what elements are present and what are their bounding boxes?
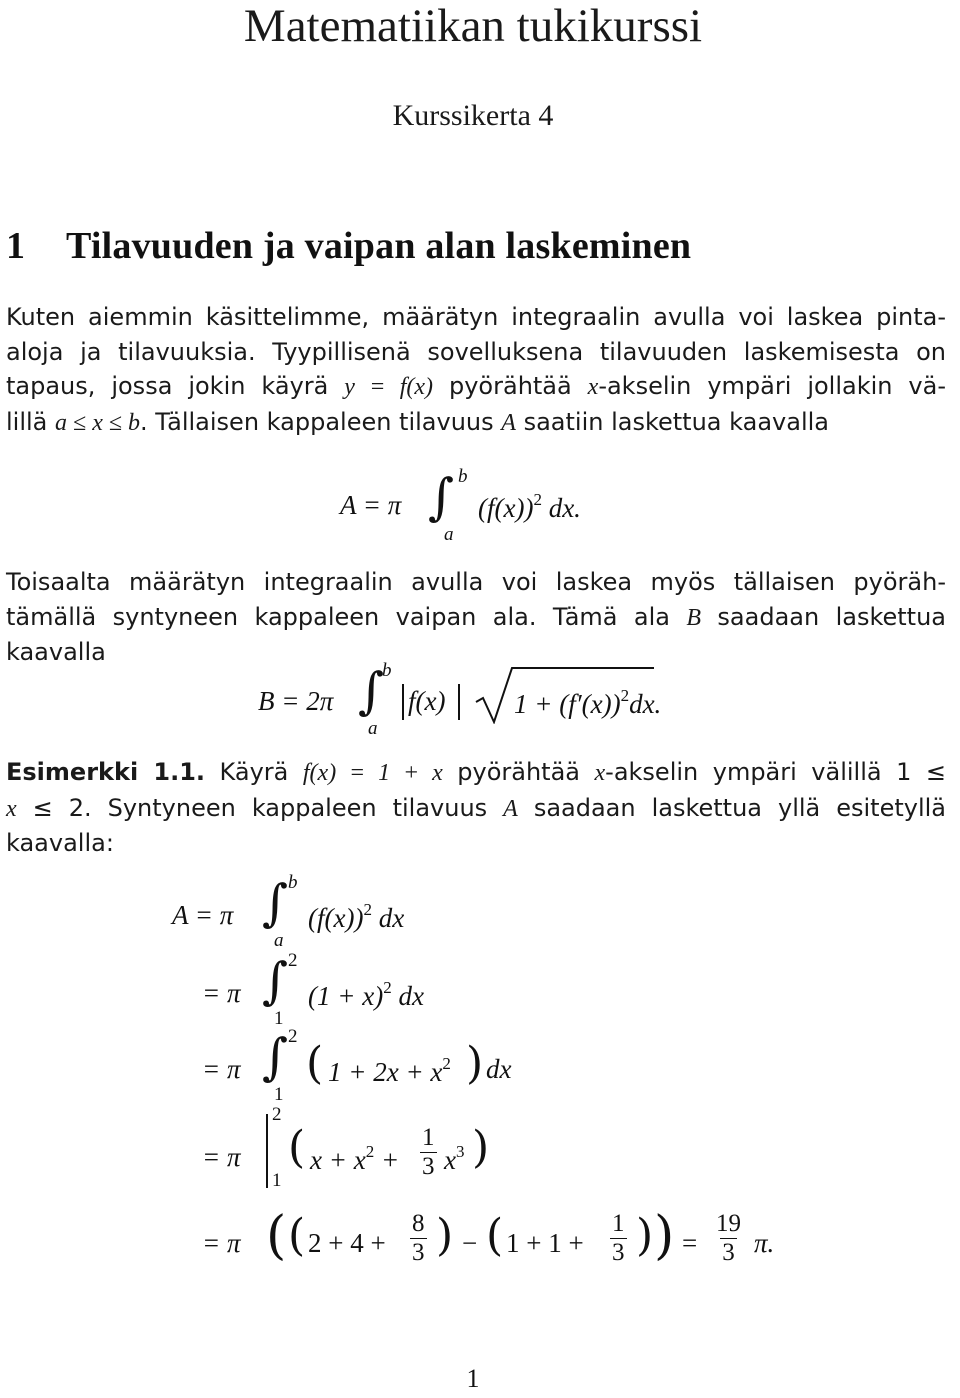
intro-text: -akselin ympäri jollakin vä- xyxy=(598,372,946,400)
row-body xyxy=(310,1142,399,1176)
row-body xyxy=(328,1054,451,1088)
numerator: 1 xyxy=(422,1124,435,1151)
formula-lhs: B = 2π xyxy=(258,686,334,716)
intro-paragraph xyxy=(6,300,946,440)
abs-bar-right xyxy=(458,684,460,720)
lower-limit: a xyxy=(368,718,378,739)
upper-limit: 2 xyxy=(288,1026,298,1047)
inline-math-x: x xyxy=(587,374,599,400)
pi-tail: π. xyxy=(754,1228,775,1258)
exponent: 2 xyxy=(383,978,392,997)
integrand-body: (f(x)) xyxy=(478,493,534,523)
lower-limit: a xyxy=(444,524,454,545)
example-line-1 xyxy=(6,755,946,791)
inline-math-interval: a ≤ x ≤ b xyxy=(55,409,141,436)
exponent: 2 xyxy=(363,900,372,919)
integrand: 1 + 2x + x xyxy=(328,1057,443,1087)
left-paren: ( xyxy=(486,1210,504,1261)
exponent: 2 xyxy=(533,490,542,509)
derivation-row-2 xyxy=(172,950,572,1030)
lower-limit: 1 xyxy=(274,1008,284,1029)
differential: dx xyxy=(391,981,424,1011)
left-paren: ( xyxy=(288,1210,306,1261)
surface-paragraph xyxy=(6,565,946,670)
exponent: 2 xyxy=(365,1142,375,1161)
fraction xyxy=(420,1124,437,1181)
example-text: saadaan laskettua yllä esitetyllä xyxy=(517,793,946,822)
lower-limit: 1 xyxy=(272,1170,282,1191)
denominator: 3 xyxy=(722,1239,735,1266)
left-paren: ( xyxy=(306,1038,324,1089)
example-paragraph xyxy=(6,755,946,861)
result-fraction xyxy=(714,1210,743,1267)
example-text: ≤ 2. Syntyneen kappaleen tilavuus xyxy=(16,793,504,822)
inline-math-B: B xyxy=(686,604,702,631)
differential: dx. xyxy=(541,493,581,523)
intro-text: . Tällaisen kappaleen tilavuus xyxy=(140,407,502,436)
upper-limit: 2 xyxy=(288,950,298,971)
surface-text: tämällä syntyneen kappaleen vaipan ala. Tämä ala xyxy=(6,602,687,631)
term: x + x xyxy=(310,1145,366,1175)
derivation-row-5 xyxy=(172,1200,872,1290)
row-body-tail xyxy=(444,1142,464,1176)
derivation xyxy=(172,870,872,1310)
intro-text: saatiin laskettua kaavalla xyxy=(515,407,829,436)
upper-limit: 2 xyxy=(272,1104,282,1125)
integral-sign: ∫ xyxy=(262,952,289,1010)
right-paren: ) xyxy=(466,1038,484,1089)
row-body xyxy=(308,978,424,1012)
intro-text: tapaus, jossa jokin käyrä xyxy=(6,372,345,400)
example-text: pyörähtää xyxy=(442,758,595,786)
section-number: 1 xyxy=(6,225,26,267)
abs-content: f(x) xyxy=(408,686,446,716)
minus-sign: − xyxy=(462,1228,478,1258)
document-subtitle: Kurssikerta 4 xyxy=(392,99,554,132)
term: x xyxy=(444,1145,456,1175)
term-group-2: 1 + 1 + xyxy=(506,1228,584,1258)
surface-line-3: kaavalla xyxy=(6,638,106,666)
page-number: 1 xyxy=(466,1364,480,1393)
numerator: 19 xyxy=(716,1210,741,1237)
example-text: Käyrä xyxy=(205,758,303,786)
surface-line-2 xyxy=(6,600,946,636)
derivation-row-4 xyxy=(172,1104,592,1200)
exponent: 2 xyxy=(620,686,630,705)
section-heading xyxy=(6,224,691,268)
upper-limit: b xyxy=(458,466,468,487)
integral-sign: ∫ xyxy=(262,874,289,932)
inline-math-x: x xyxy=(594,760,606,786)
denominator: 3 xyxy=(422,1153,435,1180)
lower-limit: 1 xyxy=(274,1084,284,1105)
intro-line-3 xyxy=(6,369,946,405)
fraction xyxy=(410,1210,427,1267)
integral-sign: ∫ xyxy=(428,468,455,526)
numerator: 8 xyxy=(412,1210,425,1237)
row-lhs: = π xyxy=(202,1228,241,1258)
surface-formula xyxy=(258,656,718,739)
example-text: -akselin ympäri välillä 1 ≤ xyxy=(605,758,946,786)
row-lhs: = π xyxy=(202,1054,241,1084)
inline-math-A: A xyxy=(503,795,518,822)
integrand xyxy=(478,490,581,524)
upper-limit: b xyxy=(382,660,392,681)
left-paren: ( xyxy=(288,1122,306,1173)
derivation-row-1 xyxy=(172,870,572,950)
document-title: Matematiikan tukikurssi xyxy=(243,0,703,52)
intro-text: lillä xyxy=(6,407,56,436)
differential: dx xyxy=(486,1054,512,1084)
denominator: 3 xyxy=(612,1239,625,1266)
outer-right-paren: ) xyxy=(654,1206,675,1266)
radicand xyxy=(514,686,661,720)
intro-line-4 xyxy=(6,405,946,441)
example-line-2 xyxy=(6,791,946,827)
lower-limit: a xyxy=(274,930,284,951)
example-line-3: kaavalla: xyxy=(6,829,114,857)
inline-math-A: A xyxy=(501,409,516,436)
denominator: 3 xyxy=(412,1239,425,1266)
differential: dx xyxy=(371,903,405,933)
intro-text: pyörähtää xyxy=(433,372,588,400)
exponent: 3 xyxy=(455,1142,465,1161)
plus: + xyxy=(374,1145,400,1175)
section-title: Tilavuuden ja vaipan alan laskeminen xyxy=(66,225,692,267)
example-label: Esimerkki 1.1. xyxy=(6,758,206,786)
term-group-1: 2 + 4 + xyxy=(308,1228,386,1258)
abs-bar-left xyxy=(402,684,404,720)
exponent: 2 xyxy=(442,1054,451,1073)
evaluation-bar xyxy=(266,1114,268,1188)
surface-text: saadaan laskettua xyxy=(701,602,946,631)
inline-math-y-eq-fx: y = f(x) xyxy=(344,374,434,400)
row-lhs: = π xyxy=(202,1142,241,1172)
integral-sign: ∫ xyxy=(262,1028,289,1086)
intro-line-1: Kuten aiemmin käsittelimme, määrätyn integraalin avulla voi laskea pinta- xyxy=(6,303,946,331)
equals-sign: = xyxy=(682,1228,698,1258)
intro-line-2: aloja ja tilavuuksia. Tyypillisenä sovelluksena tilavuuden laskemisesta on xyxy=(6,337,946,366)
row-body xyxy=(308,900,404,934)
inline-math-x: x xyxy=(6,795,17,822)
radicand-body: 1 + (f′(x)) xyxy=(514,689,621,719)
upper-limit: b xyxy=(288,872,298,893)
fraction xyxy=(610,1210,627,1267)
outer-left-paren: ( xyxy=(266,1206,287,1266)
numerator: 1 xyxy=(612,1210,625,1237)
row-lhs: A = π xyxy=(172,900,234,930)
right-paren: ) xyxy=(472,1122,490,1173)
row-lhs: = π xyxy=(202,978,241,1008)
surface-line-1: Toisaalta määrätyn integraalin avulla voi laskea myös tällaisen pyöräh- xyxy=(6,568,946,596)
integrand: (f(x)) xyxy=(308,903,364,933)
derivation-row-3 xyxy=(172,1026,592,1110)
integral-sign: ∫ xyxy=(358,662,385,720)
differential: dx. xyxy=(629,689,662,719)
integrand: (1 + x) xyxy=(308,981,384,1011)
inline-math-fx: f(x) = 1 + x xyxy=(302,760,443,786)
right-paren: ) xyxy=(636,1210,654,1261)
formula-lhs: A = π xyxy=(340,490,402,520)
right-paren: ) xyxy=(436,1210,454,1261)
